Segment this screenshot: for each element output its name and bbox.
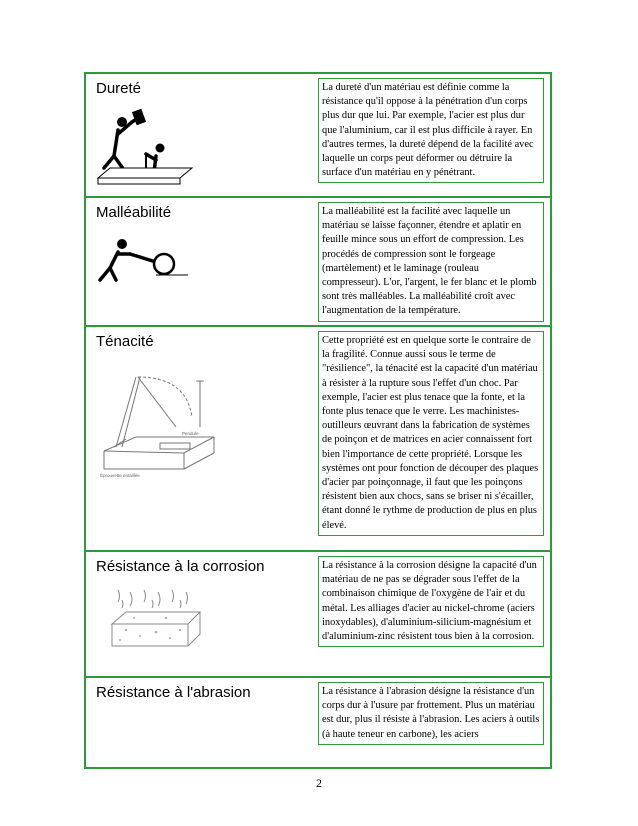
row-title: Dureté: [96, 80, 142, 97]
row-description: La résistance à l'abrasion désigne la résistance d'un corps dur à l'usure par frottement. Plus un matériau est dur, plus il résiste à l'abrasion. Les aciers à outils (à haute teneur en carbone), les aciers: [318, 682, 544, 745]
page-number: 2: [316, 776, 322, 790]
row-title: Ténacité: [96, 333, 154, 350]
row-description: Cette propriété est en quelque sorte le contraire de la fragilité. Connue aussi sous le terme de "résilience", la ténacité est la capacité d'un matériau à résister à la rupture sous l'effet d'un choc. Par exemple, l'acier est plus tenace que la fonte, et la fonte plus tenace que le verre. Les machinistes-outilleurs œuvrant dans la fabrication de systèmes de poinçon et de matrices en acier connaissent fort bien l'importance de cette propriété. Lorsque les systèmes ont pour fonction de découper des plaques d'acier par poinçonnage, il faut que les poinçons résistent bien aux chocs, sans se briser ni s'écailler, étant donné le rythme de production de plus en plus élevé.: [318, 331, 544, 536]
properties-table: [84, 72, 552, 769]
pushing-roller-figure-icon: [96, 232, 196, 292]
table-row: [86, 198, 550, 327]
corroding-block-icon: [96, 584, 216, 664]
table-row: [86, 74, 550, 198]
row-description: La dureté d'un matériau est définie comme la résistance qu'il oppose à la pénétration d'un corps plus dur que lui. Par exemple, l'acier est plus dur que l'aluminium, car il est plus difficile à rayer. En d'autres termes, la dureté dépend de la facilité avec laquelle un corps peut déformer ou détruire la surface d'un matériau en y pénétrant.: [318, 78, 544, 183]
row-title: Résistance à la corrosion: [96, 558, 265, 575]
row-description: La résistance à la corrosion désigne la capacité d'un matériau de ne pas se dégrader sous l'effet de la combinaison chimique de l'oxygène de l'air et du métal. Les alliages d'acier au nickel-chrome (aciers inoxydables), d'aluminium-silicium-magnésium et d'aluminium-zinc résistent tous bien à la corrosion.: [318, 556, 544, 647]
hammering-figure-icon: [96, 104, 196, 192]
table-row: [86, 552, 550, 678]
specimen-label: Éprouvette entaillée: [100, 473, 140, 478]
row-description: La malléabilité est la facilité avec laquelle un matériau se laisse façonner, étendre et aplatir en feuille mince sous un effort de compression. Les procédés de compression sont le forgeage (martèlement) et le laminage (rouleau compresseur). L'or, l'argent, le fer blanc et le plomb sont très malléables. La malléabilité croît avec l'augmentation de la température.: [318, 202, 544, 322]
pendulum-impact-tester-icon: [96, 367, 216, 497]
row-title: Malléabilité: [96, 204, 172, 221]
table-row: [86, 678, 550, 767]
pendulum-label: Pendule: [182, 431, 199, 436]
row-title: Résistance à l'abrasion: [96, 684, 251, 701]
table-row: [86, 327, 550, 552]
